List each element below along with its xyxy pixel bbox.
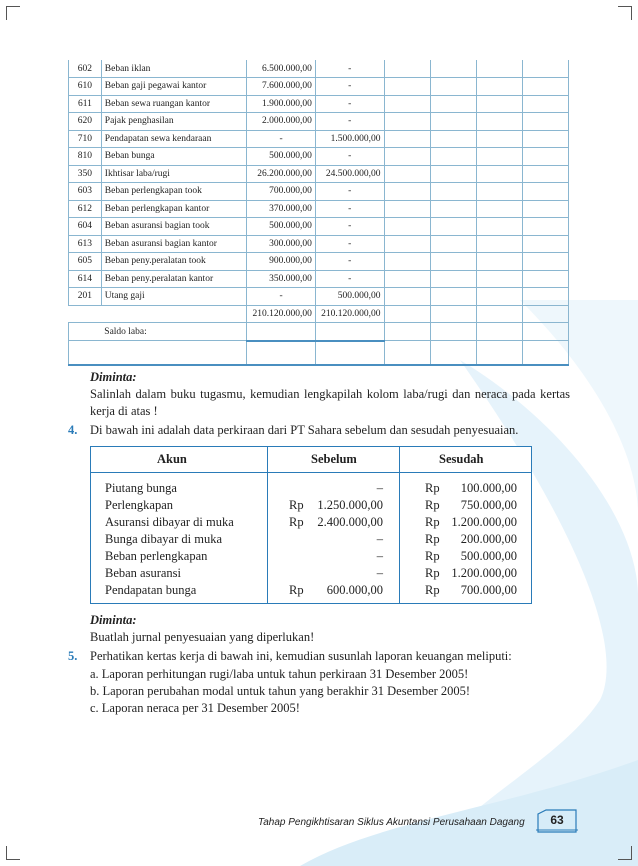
debit-cell: 2.000.000,00 xyxy=(247,113,316,131)
empty-cell xyxy=(384,95,430,113)
account-name: Ikhtisar laba/rugi xyxy=(101,165,246,183)
empty-cell xyxy=(430,183,476,201)
account-name: Beban perlengkapan kantor xyxy=(101,200,246,218)
crop-mark-bottom-right xyxy=(618,846,632,860)
crop-mark-top-left xyxy=(6,6,20,20)
list-item-b: b. Laporan perubahan modal untuk tahun yang berakhir 31 Desember 2005! xyxy=(90,684,471,698)
empty-cell xyxy=(247,323,316,341)
empty-cell xyxy=(430,148,476,166)
account-code: 605 xyxy=(69,253,102,271)
empty-cell xyxy=(69,323,102,341)
table-row xyxy=(69,288,569,306)
sesudah-currency: Rp xyxy=(425,481,440,495)
total-credit: 210.120.000,00 xyxy=(315,305,384,323)
sebelum-value: – xyxy=(376,549,383,563)
empty-cell xyxy=(384,60,430,78)
credit-cell: - xyxy=(315,148,384,166)
empty-cell xyxy=(522,183,568,201)
empty-cell xyxy=(430,235,476,253)
sesudah-value: 100.000,00 xyxy=(460,481,517,495)
account-code: 602 xyxy=(69,60,102,78)
account-name: Beban asuransi bagian took xyxy=(101,218,246,236)
empty-cell xyxy=(522,288,568,306)
empty-cell xyxy=(522,165,568,183)
empty-cell xyxy=(476,341,522,365)
debit-cell: 1.900.000,00 xyxy=(247,95,316,113)
account-code: 603 xyxy=(69,183,102,201)
empty-cell xyxy=(384,148,430,166)
table-row xyxy=(91,498,531,516)
table-row xyxy=(69,130,569,148)
empty-cell xyxy=(476,200,522,218)
table-row xyxy=(69,235,569,253)
question-intro-5: Perhatikan kertas kerja di bawah ini, kemudian susunlah laporan keuangan meliputi: xyxy=(90,649,512,663)
credit-cell: - xyxy=(315,113,384,131)
sebelum-value: 600.000,00 xyxy=(326,583,383,597)
credit-cell: - xyxy=(315,200,384,218)
empty-cell xyxy=(69,341,102,365)
empty-cell xyxy=(384,235,430,253)
sesudah-currency: Rp xyxy=(425,532,440,546)
table-row xyxy=(69,60,569,78)
empty-cell xyxy=(384,130,430,148)
empty-cell xyxy=(522,218,568,236)
sesudah-value: 500.000,00 xyxy=(460,549,517,563)
account-code: 810 xyxy=(69,148,102,166)
saldo-row xyxy=(69,323,569,341)
sebelum-value: 1.250.000,00 xyxy=(317,498,383,512)
account-name: Beban peny.peralatan took xyxy=(101,253,246,271)
account-code: 610 xyxy=(69,78,102,96)
account-code: 613 xyxy=(69,235,102,253)
empty-cell xyxy=(522,341,568,365)
header-sebelum: Sebelum xyxy=(311,452,357,466)
debit-cell: 370.000,00 xyxy=(247,200,316,218)
empty-cell xyxy=(430,130,476,148)
debit-cell: 26.200.000,00 xyxy=(247,165,316,183)
empty-cell xyxy=(384,305,430,323)
empty-cell xyxy=(476,113,522,131)
account-name: Beban iklan xyxy=(101,60,246,78)
empty-cell xyxy=(430,95,476,113)
account-name: Piutang bunga xyxy=(105,481,177,495)
credit-cell: 1.500.000,00 xyxy=(315,130,384,148)
account-name: Beban asuransi bagian kantor xyxy=(101,235,246,253)
credit-cell: - xyxy=(315,60,384,78)
header-sesudah: Sesudah xyxy=(439,452,484,466)
empty-cell xyxy=(522,78,568,96)
account-name: Pendapatan bunga xyxy=(105,583,197,597)
debit-cell: - xyxy=(247,288,316,306)
table-row xyxy=(91,549,531,567)
empty-cell xyxy=(476,270,522,288)
empty-cell xyxy=(384,78,430,96)
account-name: Perlengkapan xyxy=(105,498,174,512)
account-name: Pendapatan sewa kendaraan xyxy=(101,130,246,148)
empty-cell xyxy=(522,200,568,218)
crop-mark-top-right xyxy=(618,6,632,20)
empty-cell xyxy=(430,60,476,78)
empty-cell xyxy=(522,148,568,166)
total-row xyxy=(69,305,569,323)
empty-cell xyxy=(476,60,522,78)
empty-cell xyxy=(430,218,476,236)
credit-cell: - xyxy=(315,253,384,271)
table-row xyxy=(69,341,569,365)
account-code: 614 xyxy=(69,270,102,288)
list-item-c: c. Laporan neraca per 31 Desember 2005! xyxy=(90,701,300,715)
table-row xyxy=(69,253,569,271)
credit-cell: - xyxy=(315,270,384,288)
empty-cell xyxy=(476,183,522,201)
debit-cell: 900.000,00 xyxy=(247,253,316,271)
table-header xyxy=(91,447,531,473)
empty-cell xyxy=(384,288,430,306)
sebelum-value: – xyxy=(376,481,383,495)
table-row xyxy=(69,183,569,201)
list-item-a: a. Laporan perhitungan rugi/laba untuk tahun perkiraan 31 Desember 2005! xyxy=(90,667,469,681)
sesudah-currency: Rp xyxy=(425,498,440,512)
table-row xyxy=(69,148,569,166)
empty-cell xyxy=(476,305,522,323)
account-name: Beban sewa ruangan kantor xyxy=(101,95,246,113)
header-akun: Akun xyxy=(157,452,187,466)
empty-cell xyxy=(476,165,522,183)
empty-cell xyxy=(522,235,568,253)
empty-cell xyxy=(522,60,568,78)
total-debit: 210.120.000,00 xyxy=(247,305,316,323)
sebelum-value: 2.400.000,00 xyxy=(317,515,383,529)
empty-cell xyxy=(69,305,102,323)
table-row xyxy=(69,95,569,113)
empty-cell xyxy=(522,270,568,288)
empty-cell xyxy=(476,95,522,113)
diminta-label-3: Diminta: xyxy=(90,370,137,384)
empty-cell xyxy=(430,165,476,183)
sesudah-currency: Rp xyxy=(425,583,440,597)
sebelum-value: – xyxy=(376,566,383,580)
empty-cell xyxy=(384,165,430,183)
credit-cell: - xyxy=(315,183,384,201)
empty-cell xyxy=(315,341,384,365)
empty-cell xyxy=(522,323,568,341)
empty-cell xyxy=(384,183,430,201)
account-code: 350 xyxy=(69,165,102,183)
table-row xyxy=(69,78,569,96)
sesudah-value: 200.000,00 xyxy=(460,532,517,546)
table-row xyxy=(69,200,569,218)
account-name: Bunga dibayar di muka xyxy=(105,532,222,546)
empty-cell xyxy=(430,341,476,365)
account-code: 611 xyxy=(69,95,102,113)
account-name: Beban peny.peralatan kantor xyxy=(101,270,246,288)
table-row xyxy=(91,566,531,584)
account-name: Pajak penghasilan xyxy=(101,113,246,131)
instruction-4: Buatlah jurnal penyesuaian yang diperlukan! xyxy=(90,630,315,644)
debit-cell: - xyxy=(247,130,316,148)
empty-cell xyxy=(522,305,568,323)
question-intro-4: Di bawah ini adalah data perkiraan dari PT Sahara sebelum dan sesudah penyesuaian. xyxy=(90,423,519,437)
table-row xyxy=(91,583,531,601)
table-row xyxy=(69,218,569,236)
empty-cell xyxy=(476,130,522,148)
empty-cell xyxy=(430,200,476,218)
debit-cell: 350.000,00 xyxy=(247,270,316,288)
diminta-label-4: Diminta: xyxy=(90,613,137,627)
account-name: Asuransi dibayar di muka xyxy=(105,515,234,529)
debit-cell: 300.000,00 xyxy=(247,235,316,253)
account-code: 612 xyxy=(69,200,102,218)
empty-cell xyxy=(522,95,568,113)
account-name: Utang gaji xyxy=(101,288,246,306)
credit-cell: 24.500.000,00 xyxy=(315,165,384,183)
account-name: Beban bunga xyxy=(101,148,246,166)
empty-cell xyxy=(430,113,476,131)
table-row xyxy=(91,532,531,550)
crop-mark-bottom-left xyxy=(6,846,20,860)
debit-cell: 500.000,00 xyxy=(247,148,316,166)
empty-cell xyxy=(430,253,476,271)
empty-cell xyxy=(384,341,430,365)
sesudah-value: 750.000,00 xyxy=(460,498,517,512)
empty-cell xyxy=(384,200,430,218)
chapter-title: Tahap Pengikhtisaran Siklus Akuntansi Perusahaan Dagang xyxy=(258,817,525,828)
empty-cell xyxy=(384,218,430,236)
empty-cell xyxy=(476,253,522,271)
debit-cell: 500.000,00 xyxy=(247,218,316,236)
page-number: 63 xyxy=(550,813,564,827)
empty-cell xyxy=(476,323,522,341)
empty-cell xyxy=(476,235,522,253)
empty-cell xyxy=(101,305,246,323)
account-code: 620 xyxy=(69,113,102,131)
account-name: Beban asuransi xyxy=(105,566,182,580)
sebelum-currency: Rp xyxy=(289,583,304,597)
empty-cell xyxy=(476,148,522,166)
account-name: Beban perlengkapan xyxy=(105,549,208,563)
question-number-5: 5. xyxy=(68,649,78,663)
empty-cell xyxy=(384,113,430,131)
debit-cell: 7.600.000,00 xyxy=(247,78,316,96)
empty-cell xyxy=(476,78,522,96)
empty-cell xyxy=(430,288,476,306)
account-name: Beban gaji pegawai kantor xyxy=(101,78,246,96)
debit-cell: 6.500.000,00 xyxy=(247,60,316,78)
empty-cell xyxy=(522,253,568,271)
empty-cell xyxy=(101,341,246,365)
empty-cell xyxy=(430,323,476,341)
instruction-3: Salinlah dalam buku tugasmu, kemudian lengkapilah kolom laba/rugi dan neraca pada kertas kerja di atas ! xyxy=(90,387,570,418)
credit-cell: - xyxy=(315,235,384,253)
sesudah-currency: Rp xyxy=(425,549,440,563)
sesudah-value: 1.200.000,00 xyxy=(451,566,517,580)
empty-cell xyxy=(247,341,316,365)
empty-cell xyxy=(430,270,476,288)
table-row xyxy=(69,113,569,131)
credit-cell: 500.000,00 xyxy=(315,288,384,306)
account-code: 604 xyxy=(69,218,102,236)
account-code: 710 xyxy=(69,130,102,148)
table-row xyxy=(69,165,569,183)
empty-cell xyxy=(384,270,430,288)
empty-cell xyxy=(476,288,522,306)
sebelum-currency: Rp xyxy=(289,515,304,529)
sesudah-value: 700.000,00 xyxy=(460,583,517,597)
empty-cell xyxy=(384,253,430,271)
table-row xyxy=(69,270,569,288)
empty-cell xyxy=(476,218,522,236)
credit-cell: - xyxy=(315,95,384,113)
sebelum-value: – xyxy=(376,532,383,546)
saldo-label: Saldo laba: xyxy=(101,323,246,341)
adjustment-data-table xyxy=(90,446,532,604)
sesudah-value: 1.200.000,00 xyxy=(451,515,517,529)
sebelum-currency: Rp xyxy=(289,498,304,512)
worksheet-table xyxy=(68,60,569,366)
empty-cell xyxy=(430,78,476,96)
empty-cell xyxy=(384,323,430,341)
sesudah-currency: Rp xyxy=(425,515,440,529)
table-row xyxy=(91,481,531,499)
empty-cell xyxy=(315,323,384,341)
account-name: Beban perlengkapan took xyxy=(101,183,246,201)
sesudah-currency: Rp xyxy=(425,566,440,580)
empty-cell xyxy=(522,113,568,131)
credit-cell: - xyxy=(315,78,384,96)
question-number-4: 4. xyxy=(68,423,78,437)
credit-cell: - xyxy=(315,218,384,236)
empty-cell xyxy=(522,130,568,148)
empty-cell xyxy=(430,305,476,323)
table-row xyxy=(91,515,531,533)
debit-cell: 700.000,00 xyxy=(247,183,316,201)
account-code: 201 xyxy=(69,288,102,306)
